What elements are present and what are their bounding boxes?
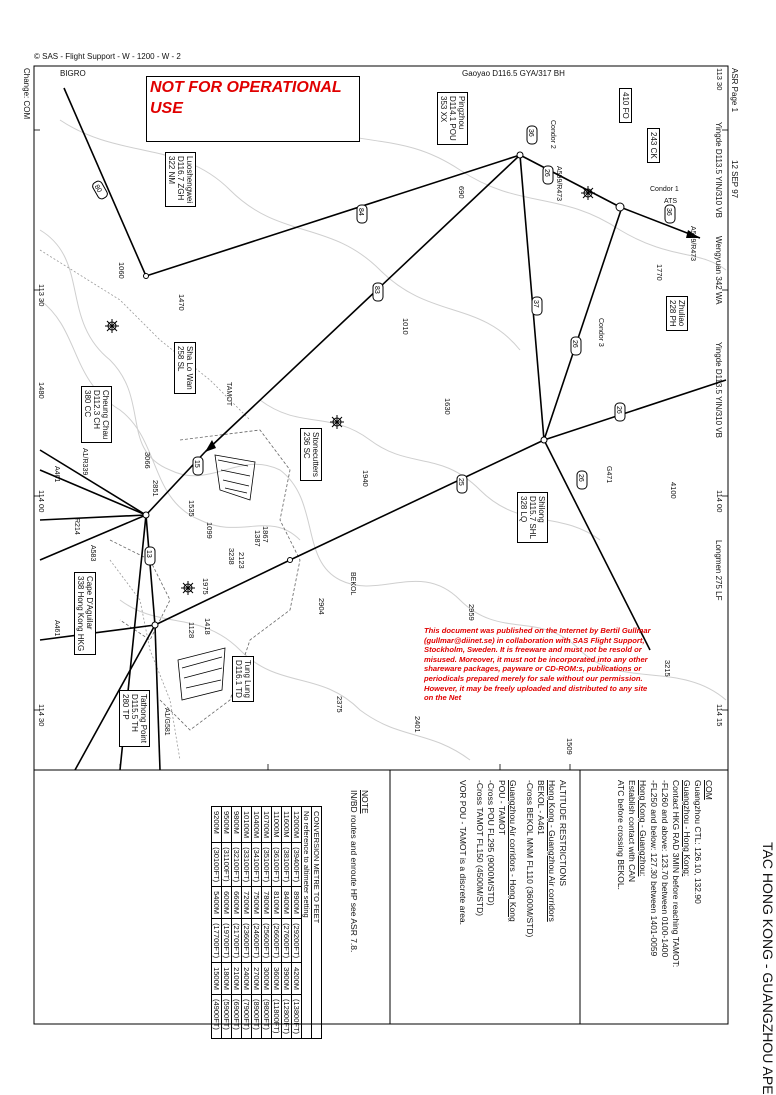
airway-label: A461 [53, 620, 60, 637]
fix-name: Tathong Point [139, 694, 148, 743]
conversion-cell: (30100FT) [212, 843, 222, 887]
alt-line: VOR POU - TAMOT is a discrete area. [458, 780, 468, 926]
fix-freq: D114.1 POU [448, 96, 457, 141]
svg-text:80: 80 [92, 183, 103, 195]
yingde-label-1: Yingde D113.5 YIN/310 VB [714, 122, 723, 218]
tac-title [758, 842, 776, 1095]
not-operational-warning [146, 76, 360, 142]
bekol-label: BEKOL [349, 572, 356, 596]
fix-410-fo [619, 88, 632, 123]
fix-pingzhou [437, 92, 468, 145]
elevation-spot: 2959 [467, 604, 476, 621]
conversion-cell: (24600FT) [252, 919, 262, 963]
elevation-spot: 1010 [401, 318, 410, 335]
elevation-spot: 2851 [151, 480, 160, 497]
asr-page-label: ASR Page 1 [730, 68, 739, 113]
svg-text:26: 26 [615, 406, 622, 414]
conversion-cell: (5900FT) [222, 995, 232, 1039]
fix-ndb: 380 CC [83, 390, 92, 418]
alt-line: Hong Kong - Guangzhou Air corridors [547, 780, 557, 922]
com-line: Establish contact with CAN [627, 780, 637, 883]
grid-label: 114 30 [37, 704, 46, 727]
elevation-spot: 1128 [187, 622, 196, 639]
bigro-label: BIGRO [60, 69, 86, 78]
conversion-cell: (17700FT) [212, 919, 222, 963]
airway-label: A583 [89, 545, 96, 562]
conversion-row [222, 807, 232, 1039]
tamot-label: TAMOT [225, 382, 232, 406]
elevation-spot: 2904 [317, 598, 326, 615]
conversion-cell: (9800FT) [262, 995, 272, 1039]
conversion-cell: 8400M [282, 887, 292, 919]
svg-text:84: 84 [357, 208, 364, 216]
fix-sha-lo-wan [174, 342, 196, 394]
elevation-spot: 1509 [565, 738, 574, 755]
conversion-cell: 1800M [222, 963, 232, 995]
conversion-cell: 6600M [232, 887, 242, 919]
conversion-cell: (36100FT) [272, 843, 282, 887]
source-line [34, 52, 181, 61]
fix-name: Sha Lo Wan [185, 346, 194, 390]
ats-label: ATS [664, 198, 678, 205]
fix-243-ck [647, 128, 660, 163]
tac-title-text: TAC HONG KONG - GUANGZHOU APE [760, 842, 776, 1095]
conversion-cell: (27600FT) [282, 919, 292, 963]
fix-cape-daguilar [74, 572, 96, 655]
fix-shilong [517, 492, 548, 543]
conv-title: CONVERSION METRE TO FEET [312, 807, 322, 1039]
fir-boundary [40, 250, 250, 760]
svg-text:15: 15 [193, 460, 200, 468]
conversion-row [232, 807, 242, 1039]
conversion-cell: (21700FT) [232, 919, 242, 963]
fix-name: Cheung Chau [101, 390, 110, 440]
com-line: -FL260 and above: 123.70 between 0100-1400 [660, 780, 670, 958]
navaid-symbols [143, 152, 624, 628]
note-heading: NOTE [360, 790, 370, 814]
airway-label: A599/R473 [555, 166, 562, 202]
conversion-cell: 6000M [222, 887, 232, 919]
conversion-cell: 9200M [212, 807, 222, 843]
yingde-label-2: Yingde D113.5 YIN/310 VB [714, 342, 723, 438]
fix-name: Cape D'Aguilar [85, 576, 94, 630]
fix-name: 410 FO [621, 92, 630, 119]
conversion-cell: (6900FT) [232, 995, 242, 1039]
conversion-cell: 2100M [232, 963, 242, 995]
elevation-spot: 2401 [413, 716, 422, 733]
conversion-cell: (25600FT) [262, 919, 272, 963]
elevation-spot: 1418 [203, 618, 212, 635]
com-line: Guangzhou - Hong Kong: [682, 780, 692, 877]
altitude-section [457, 780, 568, 937]
fix-ndb: 353 XX [439, 96, 448, 123]
elevation-spot: 1867 [261, 526, 270, 543]
conversion-cell: 1500M [212, 963, 222, 995]
conversion-cell: (19700FT) [222, 919, 232, 963]
com-line: Contact HKG RAD 3MIN before reaching TAMOT: [671, 780, 681, 968]
conversion-row [272, 807, 282, 1039]
airway-label: A599/R473 [689, 226, 696, 262]
svg-text:26: 26 [543, 169, 550, 177]
elevation-spot: 1770 [655, 264, 664, 281]
conversion-cell: 11000M [272, 807, 282, 843]
conversion-cell: 3600M [272, 963, 282, 995]
conversion-cell: (31100FT) [222, 843, 232, 887]
alt-line: POU - TAMOT [497, 780, 507, 835]
conversion-cell: 2700M [252, 963, 262, 995]
longmen-label: Longmen 275 LF [714, 540, 723, 601]
elevation-spot: 3238 [227, 548, 236, 565]
conversion-cell: 11600M [282, 807, 292, 843]
fix-freq: D115.5 TH [130, 694, 139, 732]
fix-freq: D112.3 CH [92, 390, 101, 429]
com-line: Hong Kong - Guangzhou: [638, 780, 648, 877]
conversion-table [211, 806, 322, 1039]
grid-label: 114 00 [715, 490, 724, 513]
conversion-cell: 4200M [292, 963, 302, 995]
fix-freq: 228 PH [668, 300, 677, 327]
conversion-cell: (39400FT) [292, 843, 302, 887]
arrowheads [205, 230, 700, 452]
conversion-cell: (33100FT) [242, 843, 252, 887]
svg-text:37: 37 [532, 300, 539, 308]
fix-freq: 236 SC [302, 432, 311, 459]
svg-text:36: 36 [665, 208, 672, 216]
conversion-cell: (35100FT) [262, 843, 272, 887]
page-code: W - 1200 - W - 2 [122, 52, 181, 61]
com-line: -FL250 and below: 127.30 between 1401-0059 [649, 780, 659, 957]
com-section [615, 780, 714, 967]
svg-text:25: 25 [457, 478, 464, 486]
elevation-spot: 3066 [143, 452, 152, 469]
conversion-cell: (38100FT) [282, 843, 292, 887]
elevation-spot: 1480 [37, 382, 46, 399]
conversion-cell: 7500M [252, 887, 262, 919]
fix-cheung-chau [81, 386, 112, 443]
airway-label: G471 [605, 466, 612, 484]
conversion-cell: (11800FT) [272, 995, 282, 1039]
elevation-spot: 1630 [443, 398, 452, 415]
grid-label: 114 15 [715, 704, 724, 727]
conversion-rows [212, 807, 302, 1039]
fix-ndb: 280 TP [121, 694, 130, 720]
fix-name: Pingzhou [457, 96, 466, 130]
alt-line: BEKOL - A461 [536, 780, 546, 835]
com-line: Guangzhou CTL: 126.10, 132.90 [693, 780, 703, 904]
freeware-notice: This document was published on the Internet by Bertil Gullmar (gullmar@diinet.se) in collaboration with SAS Flight Support, Stockholm, Sweden. It is freeware and must not be resold or misused. Moreover, it must not be incorporated into any other shareware packages, payware or CD-ROM:s, publications or periodicals prepared merely for sale without our permission. However, it may be freely uploaded and distributed to any site on the Net [424, 626, 651, 703]
elevation-spot: 690 [457, 186, 466, 199]
conversion-cell: 7200M [242, 887, 252, 919]
conversion-cell: 3000M [262, 963, 272, 995]
conversion-row [292, 807, 302, 1039]
conversion-cell: (8900FT) [252, 995, 262, 1039]
elevation-spot: 1060 [117, 262, 126, 279]
fix-luoshengwei [165, 152, 196, 207]
change-label: Change: COM [22, 68, 31, 120]
wengyuan-label: Wengyuan 342 WA [714, 236, 723, 305]
conversion-cell: 10100M [242, 807, 252, 843]
fix-freq: 258 SL [176, 346, 185, 372]
airway-label: A1/G581 [163, 708, 170, 736]
fix-name: Luoshengwei [185, 156, 194, 204]
elevation-spot: 3215 [663, 660, 672, 677]
fix-name: Tung Lung [243, 660, 252, 698]
elevation-spot: 1535 [187, 500, 196, 517]
conversion-row [242, 807, 252, 1039]
svg-text:13: 13 [145, 550, 152, 558]
note-section [348, 790, 370, 952]
warning-line1: NOT FOR OPERATIONAL [150, 79, 342, 96]
grid-label: 114 00 [37, 490, 46, 513]
elevation-spot: 2375 [335, 696, 344, 713]
alt-line: -Cross POU FL295 (9000M/STD) [486, 780, 496, 906]
conversion-cell: 3900M [282, 963, 292, 995]
conversion-cell: 7800M [262, 887, 272, 919]
note-line: IN/BD routes and enroute HP see ASR 7.8. [349, 790, 359, 953]
fix-freq: 338 Hong Kong HKG [76, 576, 85, 652]
conversion-cell: (13800FT) [292, 995, 302, 1039]
conversion-row [262, 807, 272, 1039]
conversion-cell: 10700M [262, 807, 272, 843]
alt-line: -Cross BEKOL MNM FL110 (3600M/STD) [525, 780, 535, 938]
conversion-cell: 9800M [232, 807, 242, 843]
fix-freq: D116.7 ZGH [176, 156, 185, 201]
gaoyao-label: Gaoyao D116.5 GYA/317 BH [462, 69, 565, 78]
airway-label: A461 [53, 466, 60, 483]
conversion-cell: (26600FT) [272, 919, 282, 963]
conversion-cell: 8100M [272, 887, 282, 919]
conversion-cell: (7900FT) [242, 995, 252, 1039]
fix-stonecutters [300, 428, 322, 481]
conversion-table-wrap [211, 806, 322, 1039]
fix-tathong-point [119, 690, 150, 747]
svg-text:83: 83 [373, 286, 380, 294]
condor1-label: Condor 1 [650, 186, 679, 193]
condor2-label: Condor 2 [549, 120, 556, 149]
svg-text:26: 26 [577, 474, 584, 482]
conversion-cell: 9500M [222, 807, 232, 843]
conversion-cell: (23600FT) [242, 919, 252, 963]
conversion-cell: 5400M [212, 887, 222, 919]
grid-label: 113 30 [37, 284, 46, 307]
airway-label: R214 [73, 518, 80, 535]
fix-name: Shilong [537, 496, 546, 523]
alt-line: Guangzhou Air corridors - Hong Kong [508, 780, 518, 922]
svg-text:26: 26 [571, 340, 578, 348]
conversion-cell: 2400M [242, 963, 252, 995]
fix-freq: D115.7 SHL [528, 496, 537, 539]
elevation-spot: 1975 [201, 578, 210, 595]
elevation-spot: 1387 [253, 530, 262, 547]
conversion-cell: (29200FT) [292, 919, 302, 963]
source-label: © SAS - Flight Support - [34, 52, 120, 61]
airway-label: A1/R339 [81, 448, 88, 476]
fix-name: Zhuliao [677, 300, 686, 327]
svg-text:36: 36 [527, 129, 534, 137]
elevation-spot: 4100 [669, 482, 678, 499]
elevation-spot: 1099 [205, 522, 214, 539]
conv-subtitle: No reference to altimeter setting [302, 807, 312, 1039]
elevation-spot: 2123 [237, 552, 246, 569]
fix-name: 243 CK [649, 132, 658, 159]
conversion-row [252, 807, 262, 1039]
elevation-spot: 1940 [361, 470, 370, 487]
conversion-cell: (4900FT) [212, 995, 222, 1039]
fix-ndb: 328 LQ [519, 496, 528, 523]
conversion-cell: 8900M [292, 887, 302, 919]
conversion-cell: 10400M [252, 807, 262, 843]
condor3-label: Condor 3 [597, 318, 604, 347]
fix-freq: D116.1 TD [234, 660, 243, 698]
conversion-cell: 12000M [292, 807, 302, 843]
conversion-cell: (32100FT) [232, 843, 242, 887]
conversion-cell: (34100FT) [252, 843, 262, 887]
alt-line: -Cross TAMOT FL150 (4500M/STD) [475, 780, 485, 917]
elevation-spot: 1470 [177, 294, 186, 311]
alt-heading: ALTITUDE RESTRICTIONS [558, 780, 568, 887]
fix-tung-lung [232, 656, 254, 702]
fix-zhuliao [666, 296, 688, 331]
conversion-row [212, 807, 222, 1039]
conversion-cell: (12800FT) [282, 995, 292, 1039]
date-label: 12 SEP 97 [730, 160, 739, 199]
com-line: ATC before crossing BEKOL. [616, 780, 626, 890]
fix-name: Stonecutters [311, 432, 320, 477]
warning-line2: USE [150, 100, 183, 117]
fix-ndb: 322 NM [167, 156, 176, 185]
com-heading: COM [704, 780, 714, 800]
conversion-row [282, 807, 292, 1039]
grid-label: 113 30 [715, 68, 724, 91]
